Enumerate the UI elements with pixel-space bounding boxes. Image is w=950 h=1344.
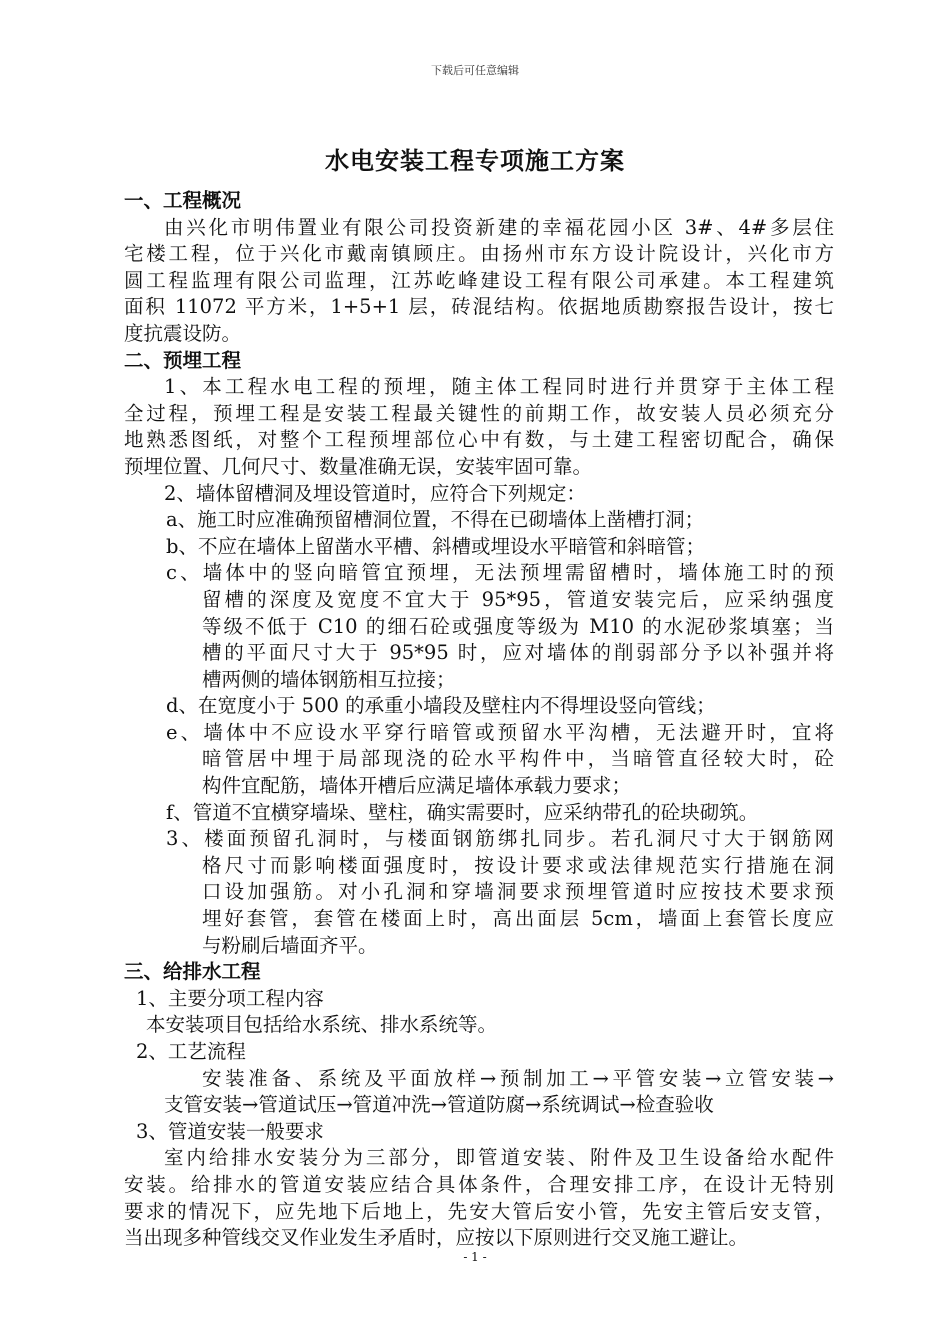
text-line: 埋好套管，套管在楼面上时，高出面层 5cm，墙面上套管长度应 xyxy=(202,907,834,931)
text-line: 地熟悉图纸，对整个工程预埋部位心中有数，与土建工程密切配合，确保 xyxy=(124,428,834,452)
text-line: 支管安装→管道试压→管道冲洗→管道防腐→系统调试→检查验收 xyxy=(164,1093,714,1117)
text-line: 暗管居中埋于局部现浇的砼水平构件中，当暗管直径较大时，砼 xyxy=(202,747,834,771)
text-line: 2、墙体留槽洞及埋设管道时，应符合下列规定： xyxy=(164,481,586,505)
document-title: 水电安装工程专项施工方案 xyxy=(325,146,625,175)
text-line: 3、管道安装一般要求 xyxy=(136,1119,324,1143)
text-line: 槽的平面尺寸大于 95*95 时，应对墙体的削弱部分予以补强并将 xyxy=(202,641,834,665)
text-line: b、不应在墙体上留凿水平槽、斜槽或埋设水平暗管和斜暗管； xyxy=(166,534,705,558)
header-note: 下载后可任意编辑 xyxy=(431,64,519,77)
text-line: 口设加强筋。对小孔洞和穿墙洞要求预埋管道时应按技术要求预 xyxy=(202,880,834,904)
text-line: c、墙体中的竖向暗管宜预埋，无法预埋需留槽时，墙体施工时的预 xyxy=(166,561,834,585)
text-line: 等级不低于 C10 的细石砼或强度等级为 M10 的水泥砂浆填塞；当 xyxy=(202,614,834,638)
text-line: 与粉刷后墙面齐平。 xyxy=(202,933,378,957)
text-line: a、施工时应准确预留槽洞位置，不得在已砌墙体上凿槽打洞； xyxy=(166,508,705,532)
text-line: 要求的情况下，应先地下后地上，先安大管后安小管，先安主管后安支管， xyxy=(124,1199,834,1223)
text-line: e、墙体中不应设水平穿行暗管或预留水平沟槽，无法避开时，宜将 xyxy=(166,720,834,744)
text-line: 本安装项目包括给水系统、排水系统等。 xyxy=(146,1013,498,1037)
text-line: 面积 11072 平方米，1+5+1 层，砖混结构。依据地质勘察报告设计，按七 xyxy=(124,295,834,319)
text-line: 构件宜配筋，墙体开槽后应满足墙体承载力要求； xyxy=(202,774,632,798)
section-heading: 一、工程概况 xyxy=(124,189,242,212)
section-heading: 三、给排水工程 xyxy=(124,960,261,984)
text-line: 槽两侧的墙体钢筋相互拉接； xyxy=(202,667,456,691)
text-line: 安装。给排水的管道安装应结合具体条件，合理安排工序，在设计无特别 xyxy=(124,1172,834,1196)
text-line: 全过程，预埋工程是安装工程最关键性的前期工作，故安装人员必须充分 xyxy=(124,401,834,425)
text-line: 3、楼面预留孔洞时，与楼面钢筋绑扎同步。若孔洞尺寸大于钢筋网 xyxy=(166,827,834,851)
section-heading: 二、预埋工程 xyxy=(124,348,242,372)
text-line: 圆工程监理有限公司监理，江苏屹峰建设工程有限公司承建。本工程建筑 xyxy=(124,268,834,292)
page-number: - 1 - xyxy=(463,1250,487,1264)
text-line: 安装准备、系统及平面放样→预制加工→平管安装→立管安装→ xyxy=(202,1066,834,1090)
text-line: d、在宽度小于 500 的承重小墙段及壁柱内不得埋设竖向管线； xyxy=(166,694,716,718)
text-line: 宅楼工程，位于兴化市戴南镇顾庄。由扬州市东方设计院设计，兴化市方 xyxy=(124,242,834,266)
text-line: 留槽的深度及宽度不宜大于 95*95，管道安装完后，应采纳强度 xyxy=(202,587,834,611)
text-line: 由兴化市明伟置业有限公司投资新建的幸福花园小区 3#、4#多层住 xyxy=(164,215,834,239)
text-line: 预埋位置、几何尺寸、数量准确无误，安装牢固可靠。 xyxy=(124,454,593,478)
text-line: 室内给排水安装分为三部分，即管道安装、附件及卫生设备给水配件 xyxy=(164,1146,834,1170)
text-line: 当出现多种管线交叉作业发生矛盾时，应按以下原则进行交叉施工避让。 xyxy=(124,1226,749,1250)
text-line: 度抗震设防。 xyxy=(124,321,242,345)
text-line: 1、主要分项工程内容 xyxy=(136,986,324,1010)
text-line: 1、本工程水电工程的预埋，随主体工程同时进行并贯穿于主体工程 xyxy=(164,375,834,399)
text-line: f、管道不宜横穿墙垛、壁柱，确实需要时，应采纳带孔的砼块砌筑。 xyxy=(166,800,759,824)
text-line: 2、工艺流程 xyxy=(136,1040,246,1063)
document-body xyxy=(124,188,834,1252)
text-line: 格尺寸而影响楼面强度时，按设计要求或法律规范实行措施在洞 xyxy=(202,853,834,877)
